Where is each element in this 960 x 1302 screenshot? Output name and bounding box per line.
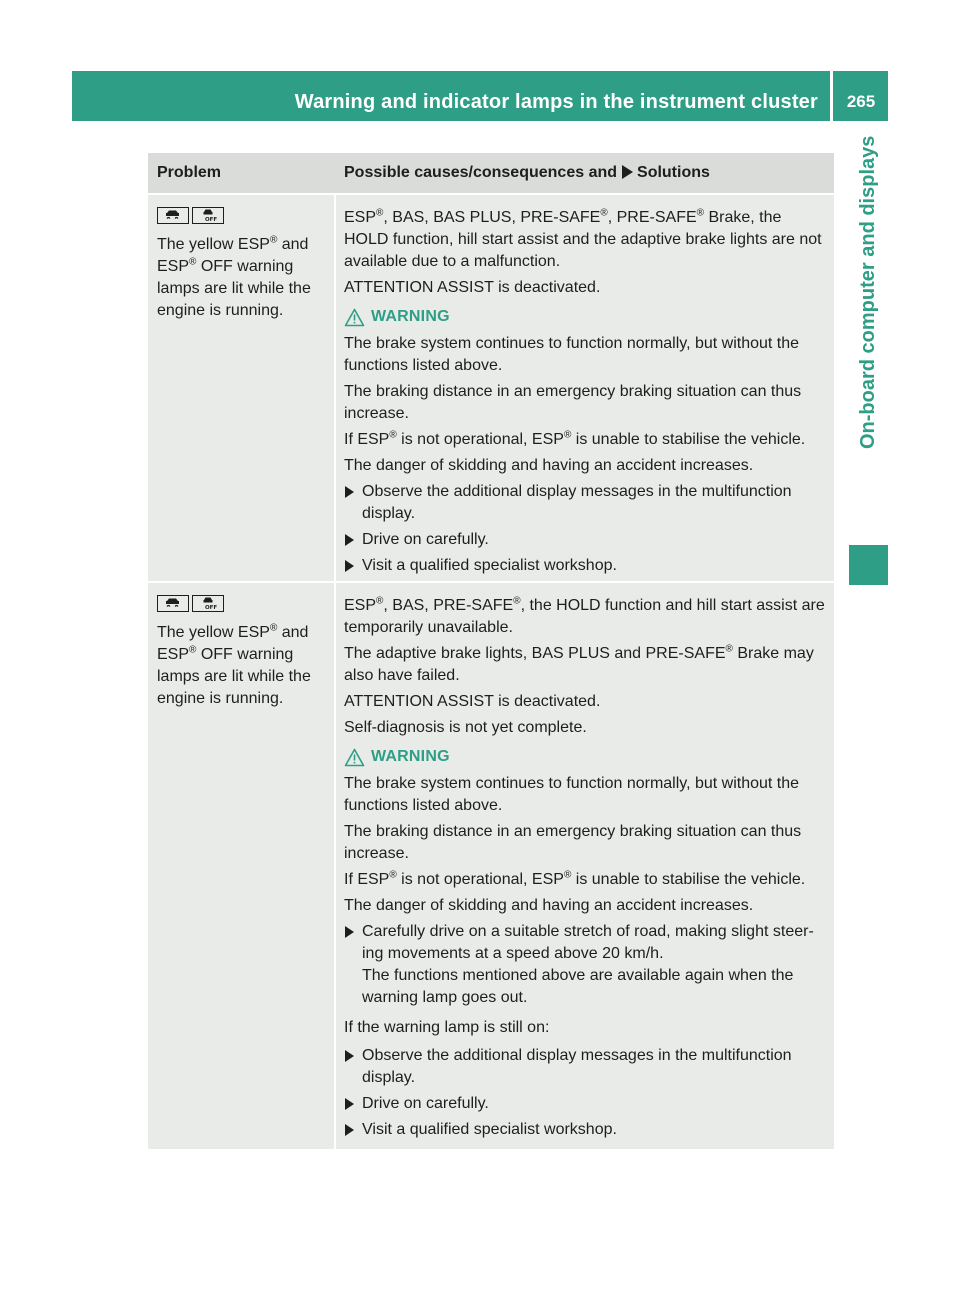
- warning-lamp-table: [148, 153, 834, 1149]
- section-side-tab: [849, 136, 888, 544]
- step-arrow-icon: [345, 1050, 354, 1062]
- list-item: Drive on carefully.: [344, 1093, 830, 1115]
- step-arrow-icon: [345, 1124, 354, 1136]
- table-row: [148, 581, 834, 1149]
- esp-skidding-car-icon: [157, 595, 189, 612]
- table-row: [148, 193, 834, 581]
- column-header-causes: [336, 153, 834, 193]
- section-marker-block: [849, 545, 888, 585]
- step-arrow-icon: [345, 1098, 354, 1110]
- cause-paragraph: ESP®, BAS, BAS PLUS, PRE-SAFE®, PRE-SAFE® Brake, the HOLD function, hill start assist and the adaptive brake lights are not available due to a malfunction.: [344, 207, 822, 270]
- table-header-row: [148, 153, 834, 193]
- cause-paragraph: The adaptive brake lights, BAS PLUS and PRE-SAFE® Brake may also have failed.: [344, 643, 814, 684]
- cause-paragraph: ESP®, BAS, PRE-SAFE®, the HOLD function and hill start assist are temporarily unavailable.: [344, 595, 825, 636]
- warning-heading: [344, 306, 830, 328]
- section-side-tab-label: On-board computer and displays: [857, 136, 879, 450]
- cause-paragraph: Self-diagnosis is not yet complete.: [344, 719, 587, 736]
- column-header-solutions-text: Solutions: [637, 164, 710, 181]
- header-divider: [830, 71, 833, 121]
- cause-paragraph: ATTENTION ASSIST is deactivated.: [344, 693, 601, 710]
- page-number: 265: [846, 92, 876, 111]
- column-header-causes-text: Possible causes/consequences and: [344, 164, 618, 181]
- arrow-right-icon: [622, 165, 633, 179]
- lamp-icons: [157, 595, 326, 615]
- lamp-icons: [157, 207, 326, 227]
- step-arrow-icon: [345, 486, 354, 498]
- list-item: Observe the additional display messages in the multifunction display.: [344, 481, 830, 525]
- warning-label: WARNING: [371, 748, 450, 765]
- esp-skidding-car-icon: [157, 207, 189, 224]
- svg-text:OFF: OFF: [205, 217, 218, 222]
- column-header-problem: Problem: [157, 164, 222, 181]
- cause-paragraph: ATTENTION ASSIST is deactivated.: [344, 279, 601, 296]
- list-item: Visit a qualified specialist workshop.: [344, 555, 830, 577]
- page-header: [72, 71, 888, 121]
- list-item: Visit a qualified specialist workshop.: [344, 1119, 830, 1141]
- warning-label: WARNING: [371, 308, 450, 325]
- step-arrow-icon: [345, 926, 354, 938]
- problem-cell: OFF The yellow ESP® and ESP® OFF warning lamps are lit while the engine is running.: [148, 195, 336, 581]
- page-title: Warning and indicator lamps in the instrument cluster: [294, 91, 818, 113]
- esp-off-icon: [192, 207, 224, 224]
- warning-heading: [344, 746, 830, 768]
- list-item: Drive on carefully.: [344, 529, 830, 551]
- problem-cell: OFF The yellow ESP® and ESP® OFF warning lamps are lit while the engine is running.: [148, 583, 336, 1149]
- causes-cell: ESP®, BAS, PRE-SAFE®, the HOLD function and hill start assist are temporarily unavailable. The adaptive brake lights, BAS PLUS and PRE-SAFE® Brake may also have failed. ATTENTION ASSIST is deactivated. Self-diagnosis is not yet complete. WARNING The brake system continues to function normally, but without the functions listed above. The braking distance in an emergency braking situation can thus increase. If ESP® is not operational, ESP® is unable to stabilise the vehicle. The danger of skidding and having an accident increases. Carefully drive on a suitable stretch of road, making slight steer-ing movements at a speed above 20 km/h. The functions mentioned above are available again when the warning lamp goes out. If the warning lamp is still on: Observe the additional display messages in the multifunction display. Drive on carefully. Visit a qualified specialist workshop.: [336, 583, 834, 1149]
- list-item: Carefully drive on a suitable stretch of road, making slight steer-ing movements at a speed above 20 km/h. The functions mentioned above are available again when the warning lamp goes out.: [344, 921, 830, 1009]
- warning-triangle-icon: [344, 308, 365, 327]
- list-item: Observe the additional display messages in the multifunction display.: [344, 1045, 830, 1089]
- causes-cell: ESP®, BAS, BAS PLUS, PRE-SAFE®, PRE-SAFE® Brake, the HOLD function, hill start assist and the adaptive brake lights are not available due to a malfunction. ATTENTION ASSIST is deactivated. WARNING The brake system continues to function normally, but without the functions listed above. The braking distance in an emergency braking situation can thus increase. If ESP® is not operational, ESP® is unable to stabilise the vehicle. The danger of skidding and having an accident increases. Observe the additional display messages in the multifunction display. Drive on carefully. Visit a qualified specialist workshop.: [336, 195, 834, 581]
- step-arrow-icon: [345, 560, 354, 572]
- step-arrow-icon: [345, 534, 354, 546]
- warning-triangle-icon: [344, 748, 365, 767]
- svg-text:OFF: OFF: [205, 605, 218, 610]
- esp-off-icon: [192, 595, 224, 612]
